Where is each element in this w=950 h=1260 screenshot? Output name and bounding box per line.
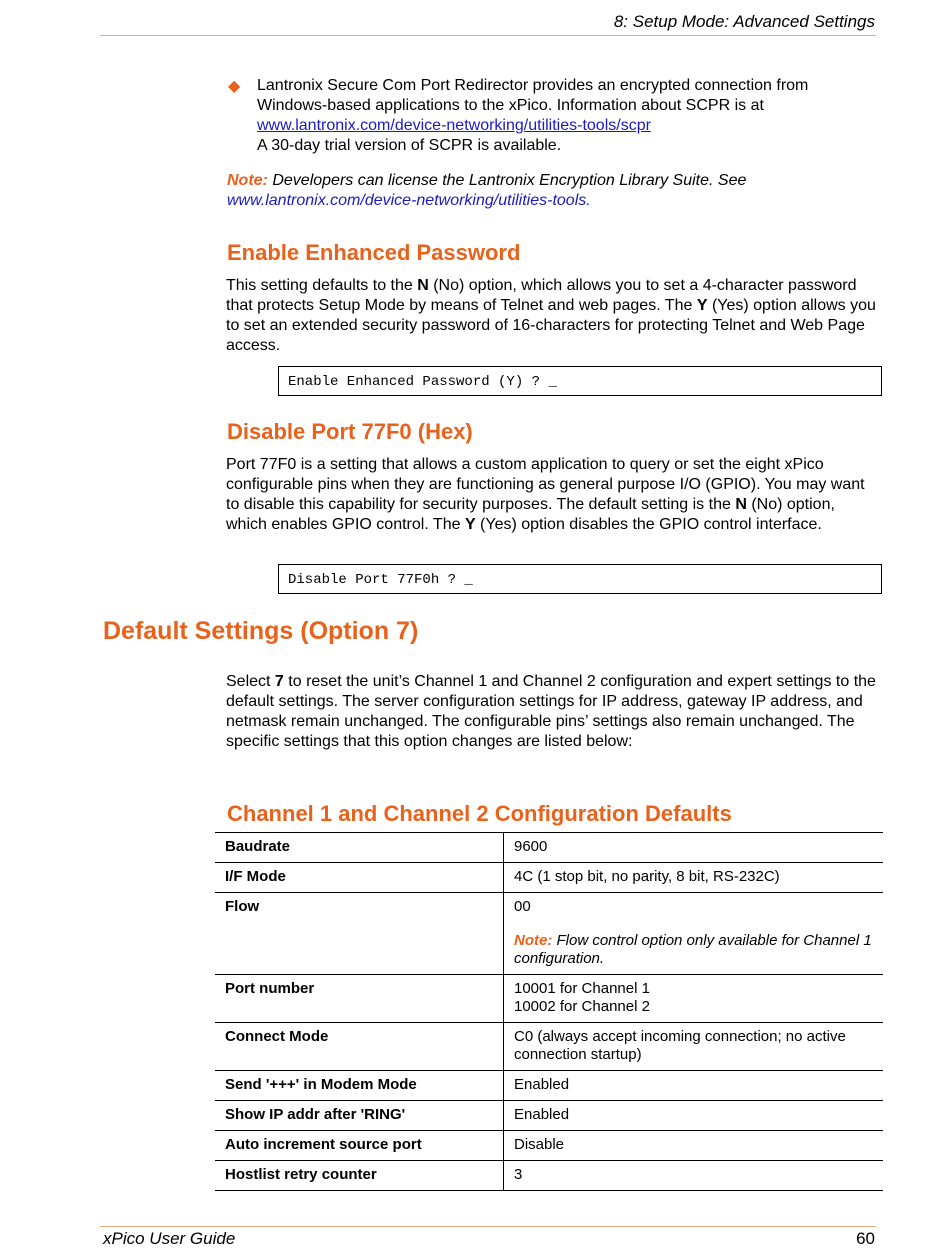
setting-name: Flow (215, 893, 504, 975)
disable-port-code-box: Disable Port 77F0h ? _ (278, 564, 882, 594)
setting-value: 00 (514, 898, 531, 915)
table-row (215, 975, 883, 1023)
setting-value-cell (504, 975, 884, 1023)
page-number: 60 (856, 1229, 875, 1248)
header-divider (100, 35, 876, 36)
channel-defaults-table (215, 832, 883, 1191)
disable-port-heading: Disable Port 77F0 (Hex) (227, 419, 473, 444)
disable-port-paragraph (226, 455, 876, 535)
note-text: Flow control option only available for Channel 1 configuration. (514, 932, 872, 967)
bold-run: 7 (274, 673, 284, 690)
setting-value: Disable (504, 1131, 884, 1161)
enhanced-password-code-box: Enable Enhanced Password (Y) ? _ (278, 366, 882, 396)
setting-value: 9600 (504, 833, 884, 863)
bold-run: N (735, 496, 747, 513)
scpr-bullet (257, 76, 867, 156)
text-run: (Yes) option allows you to set an extended security password of 16-characters for protecting Telnet and Web Page access. (226, 297, 876, 354)
setting-value: Enabled (504, 1071, 884, 1101)
bold-run: Y (464, 516, 476, 533)
table-row (215, 1101, 883, 1131)
encryption-note (227, 171, 847, 211)
setting-name: Connect Mode (215, 1023, 504, 1071)
setting-name: Port number (215, 975, 504, 1023)
setting-value: 4C (1 stop bit, no parity, 8 bit, RS-232C) (504, 863, 884, 893)
enhanced-password-paragraph (226, 276, 876, 356)
table-row (215, 893, 883, 975)
text-run: This setting defaults to the (226, 277, 418, 294)
setting-name: Auto increment source port (215, 1131, 504, 1161)
page-header-title: 8: Setup Mode: Advanced Settings (613, 12, 875, 31)
setting-value: 10002 for Channel 2 (514, 998, 650, 1015)
diamond-bullet-icon: ◆ (228, 78, 241, 95)
footer-divider (100, 1226, 876, 1227)
text-run: Port 77F0 is a setting that allows a custom application to query or set the eight xPico configurable pins when they are functioning as general purpose I/O (GPIO). You may want to disable this capability for security purposes. The default setting is the (226, 456, 865, 513)
setting-name: Show IP addr after 'RING' (215, 1101, 504, 1131)
note-text: Developers can license the Lantronix Encryption Library Suite. See (267, 172, 747, 189)
table-row (215, 863, 883, 893)
text-run: (No) option, which enables GPIO control. The (226, 496, 835, 533)
setting-value-cell (504, 893, 884, 975)
setting-name: Baudrate (215, 833, 504, 863)
note-link[interactable]: www.lantronix.com/device-networking/utilities-tools. (227, 192, 591, 209)
bold-run: N (417, 277, 429, 294)
setting-value: 3 (504, 1161, 884, 1191)
text-run: to reset the unit’s Channel 1 and Channel 2 configuration and expert settings to the default settings. The server configuration settings for IP address, gateway IP address, and netmask remain unchanged. The configurable pins’ settings also remain unchanged. The specific settings that this option changes are listed below: (226, 673, 876, 750)
text-run: (Yes) option disables the GPIO control interface. (475, 516, 822, 533)
default-settings-heading: Default Settings (Option 7) (103, 617, 419, 645)
table-row (215, 1131, 883, 1161)
setting-name: I/F Mode (215, 863, 504, 893)
table-row (215, 1161, 883, 1191)
channel-defaults-heading: Channel 1 and Channel 2 Configuration Defaults (227, 801, 732, 826)
table-row (215, 1023, 883, 1071)
text-run: Select (226, 673, 275, 690)
setting-value: 10001 for Channel 1 (514, 980, 650, 997)
scpr-trial-text: A 30-day trial version of SCPR is available. (257, 137, 562, 154)
setting-value: Enabled (504, 1101, 884, 1131)
table-row (215, 833, 883, 863)
scpr-text: Lantronix Secure Com Port Redirector provides an encrypted connection from Windows-based applications to the xPico. Information about SCPR is at (257, 77, 809, 114)
note-label: Note: (514, 932, 553, 949)
table-row (215, 1071, 883, 1101)
bold-run: Y (696, 297, 708, 314)
setting-name: Hostlist retry counter (215, 1161, 504, 1191)
setting-value: C0 (always accept incoming connection; no active connection startup) (504, 1023, 884, 1071)
footer-guide-title: xPico User Guide (103, 1229, 236, 1248)
scpr-link[interactable]: www.lantronix.com/device-networking/utilities-tools/scpr (257, 117, 651, 134)
note-label: Note: (227, 172, 268, 189)
default-settings-paragraph (226, 672, 876, 752)
flow-note (514, 932, 873, 968)
setting-name: Send '+++' in Modem Mode (215, 1071, 504, 1101)
enhanced-password-heading: Enable Enhanced Password (227, 240, 521, 265)
text-run: (No) option, which allows you to set a 4-character password that protects Setup Mode by means of Telnet and web pages. The (226, 277, 857, 314)
